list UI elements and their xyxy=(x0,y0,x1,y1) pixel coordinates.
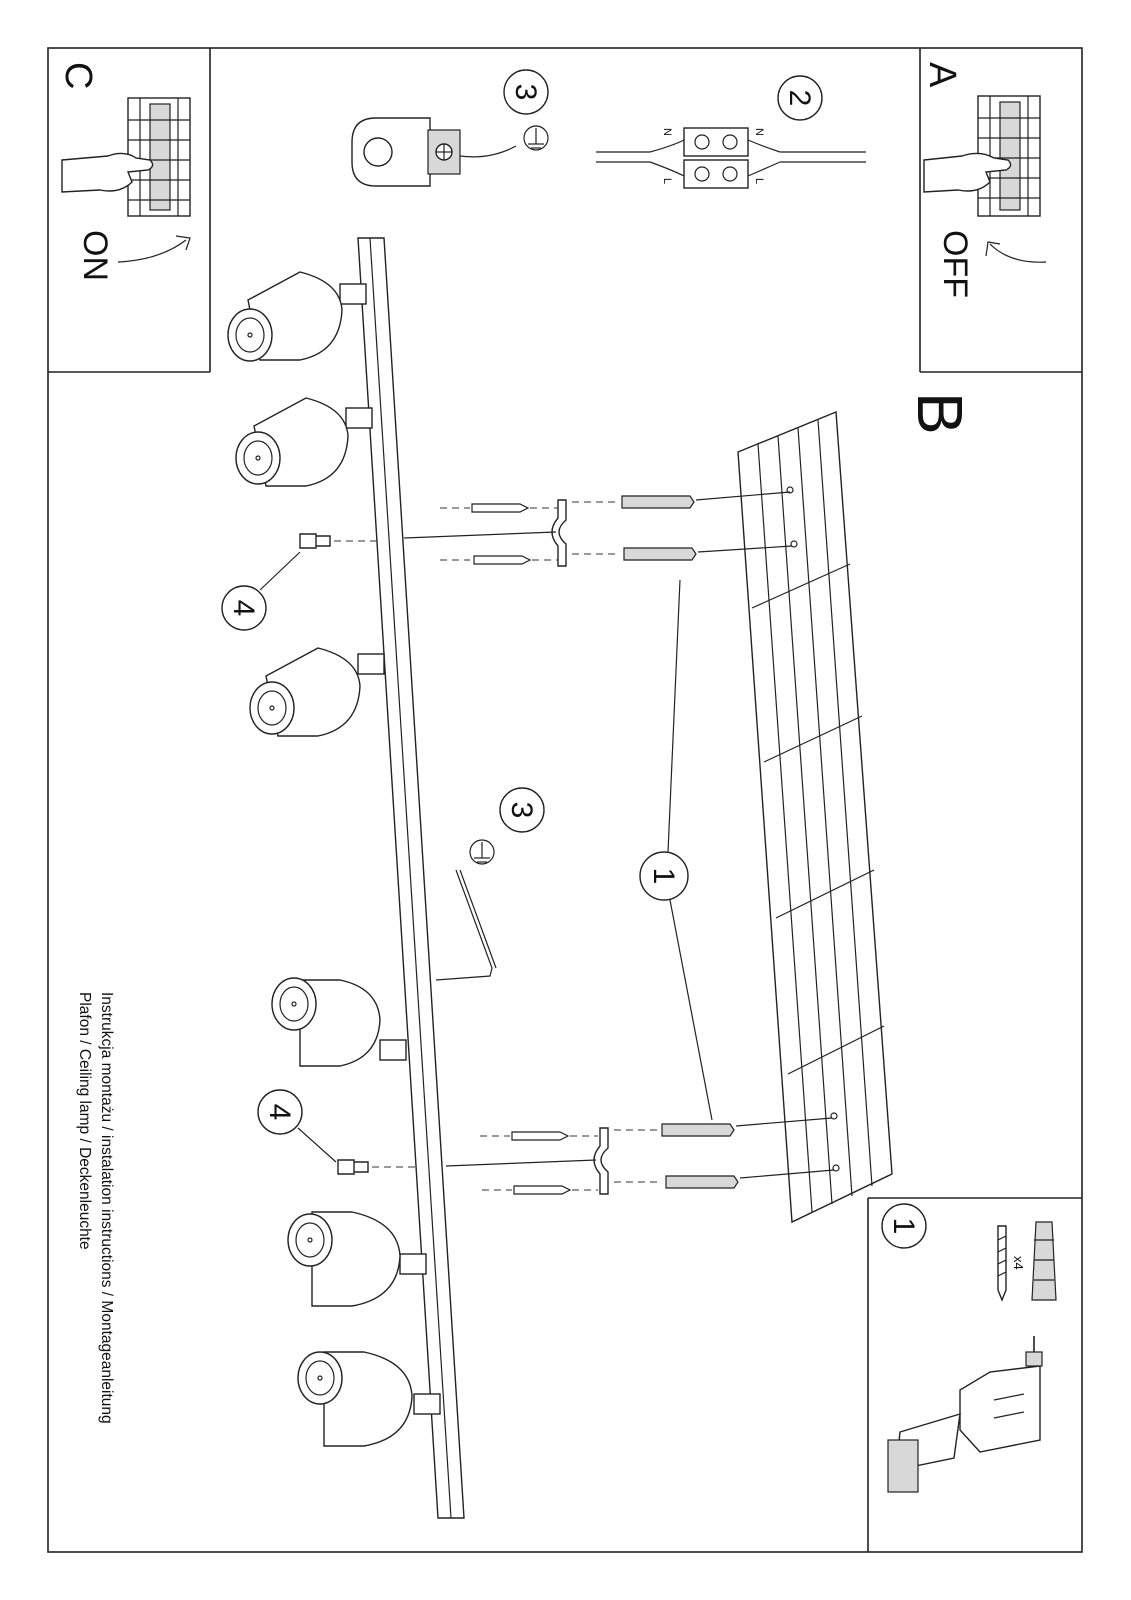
connector-block-l xyxy=(684,160,748,188)
screw-icon xyxy=(512,1132,568,1140)
connector-block-n xyxy=(684,128,748,156)
spotlight-4 xyxy=(272,978,406,1066)
wall-plug-icon xyxy=(624,548,696,560)
page-frame xyxy=(48,48,1082,1552)
spotlight-5 xyxy=(288,1212,426,1306)
panel-c-caption: ON xyxy=(76,230,114,281)
step-4-number-upper: 4 xyxy=(227,599,260,617)
wiring-detail xyxy=(596,76,866,188)
title-line-1: Instrukcja montażu / instalation instructions / Montageanleitung xyxy=(98,992,115,1424)
hex-bolt-icon-upper xyxy=(300,534,330,548)
ground-detail-middle xyxy=(436,788,544,980)
kit-quantity: x4 xyxy=(1011,1256,1026,1270)
panel-b-letter: B xyxy=(904,392,976,435)
hex-bolt-icon-lower xyxy=(338,1160,368,1174)
drill-icon xyxy=(888,1336,1042,1492)
breaker-box-c xyxy=(128,98,190,216)
title-line-2: Plafon / Ceiling lamp / Deckenleuchte xyxy=(76,992,93,1250)
ground-wire xyxy=(460,146,516,157)
step-4-upper xyxy=(222,552,300,630)
panel-c xyxy=(57,62,190,281)
terminal-label-l-left: L xyxy=(661,178,673,185)
lower-fixings xyxy=(338,1118,834,1194)
terminal-label-l-right: L xyxy=(753,178,765,185)
mounting-bracket-upper xyxy=(552,500,566,566)
terminal-label-n-right: N xyxy=(753,128,765,136)
ground-detail-top xyxy=(352,70,548,186)
step-3-number-middle: 3 xyxy=(505,801,538,819)
step-1-number-center: 1 xyxy=(647,867,680,885)
wall-plug-icon-kit xyxy=(1032,1222,1056,1300)
ceiling-panel xyxy=(738,412,892,1222)
spotlight-1 xyxy=(228,272,366,361)
step-1-dowels xyxy=(640,580,712,1120)
spotlight-3 xyxy=(250,648,384,736)
spotlight-4-arm xyxy=(380,1040,406,1060)
screw-icon xyxy=(474,556,530,564)
step-4-lower xyxy=(258,1090,336,1162)
panel-c-letter: C xyxy=(57,62,99,90)
lamp-rail xyxy=(358,238,464,1518)
ground-symbol-icon-middle xyxy=(470,840,494,864)
step-3-number-top: 3 xyxy=(509,83,542,101)
terminal-label-n-left: N xyxy=(661,128,673,136)
switch-off-arrow-icon xyxy=(986,242,1046,262)
spotlight-2 xyxy=(236,398,372,486)
panel-a-letter: A xyxy=(921,62,963,88)
spotlight-6 xyxy=(298,1352,440,1446)
spotlight-3-arm xyxy=(358,654,384,674)
spotlight-1-arm xyxy=(340,284,366,304)
ground-lead-wire xyxy=(436,870,496,980)
spotlight-6-arm xyxy=(414,1394,440,1414)
wall-plug-icon xyxy=(666,1176,738,1188)
wall-plug-icon xyxy=(622,496,694,508)
ground-symbol-icon-top xyxy=(524,126,548,150)
spotlight-5-arm xyxy=(400,1254,426,1274)
panel-a-caption: OFF xyxy=(936,230,974,298)
screw-icon xyxy=(472,504,528,512)
mounting-bracket-lower xyxy=(594,1128,608,1194)
kit-panel xyxy=(882,1204,1056,1492)
switch-on-arrow-icon xyxy=(118,236,190,262)
wall-plug-icon xyxy=(662,1124,734,1136)
upper-fixings xyxy=(300,492,792,566)
step-2-number: 2 xyxy=(783,89,816,107)
step-4-number-lower: 4 xyxy=(263,1103,296,1121)
spotlight-2-arm xyxy=(346,408,372,428)
screw-icon xyxy=(514,1186,570,1194)
panel-a xyxy=(921,62,1046,298)
step-1-number-kit: 1 xyxy=(887,1217,920,1235)
